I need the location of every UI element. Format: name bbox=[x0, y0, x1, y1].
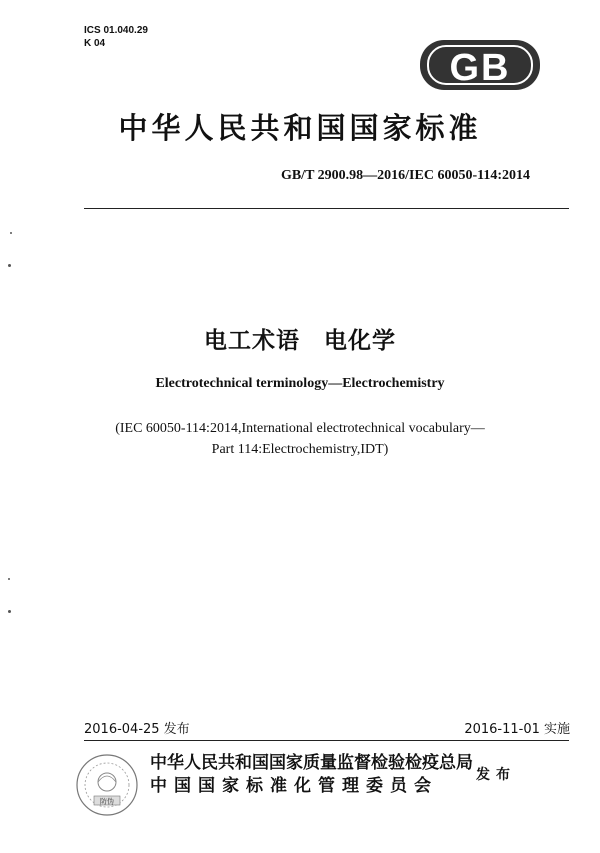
chinese-title: 电工术语 电化学 bbox=[204, 328, 396, 354]
equivalence-line-1: (IEC 60050-114:2014,International electrotechnical vocabulary— bbox=[115, 421, 485, 436]
gb-logo-icon bbox=[418, 36, 542, 94]
standard-number: GB/T 2900.98—2016/IEC 60050-114:2014 bbox=[280, 168, 530, 183]
gb-logo-text: GB bbox=[449, 47, 511, 89]
scan-speck bbox=[8, 264, 11, 267]
anti-counterfeit-seal-icon bbox=[74, 752, 140, 818]
issuer-line-1: 中华人民共和国国家质量监督检验检疫总局 bbox=[150, 753, 473, 773]
ics-code: ICS 01.040.29 bbox=[84, 25, 148, 36]
issuer-line-2: 中国国家标准化管理委员会 bbox=[150, 776, 438, 796]
seal-text: 防伪 bbox=[100, 797, 114, 806]
scan-speck bbox=[8, 578, 10, 580]
implementation-date: 2016-11-01 实施 bbox=[464, 722, 570, 737]
issuing-authorities bbox=[150, 752, 473, 798]
issued-label: 发布 bbox=[476, 767, 516, 783]
english-title: Electrotechnical terminology—Electrochemistry bbox=[155, 376, 445, 391]
scan-speck bbox=[8, 610, 11, 613]
bottom-divider bbox=[84, 740, 569, 741]
scan-speck bbox=[10, 232, 12, 234]
classification-codes bbox=[84, 24, 148, 50]
equivalence-line-2: Part 114:Electrochemistry,IDT) bbox=[211, 442, 389, 457]
issue-date: 2016-04-25 发布 bbox=[84, 722, 190, 737]
top-divider bbox=[84, 208, 569, 209]
ccs-code: K 04 bbox=[84, 38, 106, 49]
equivalence-reference bbox=[0, 418, 600, 460]
national-standard-title: 中华人民共和国国家标准 bbox=[118, 111, 482, 145]
